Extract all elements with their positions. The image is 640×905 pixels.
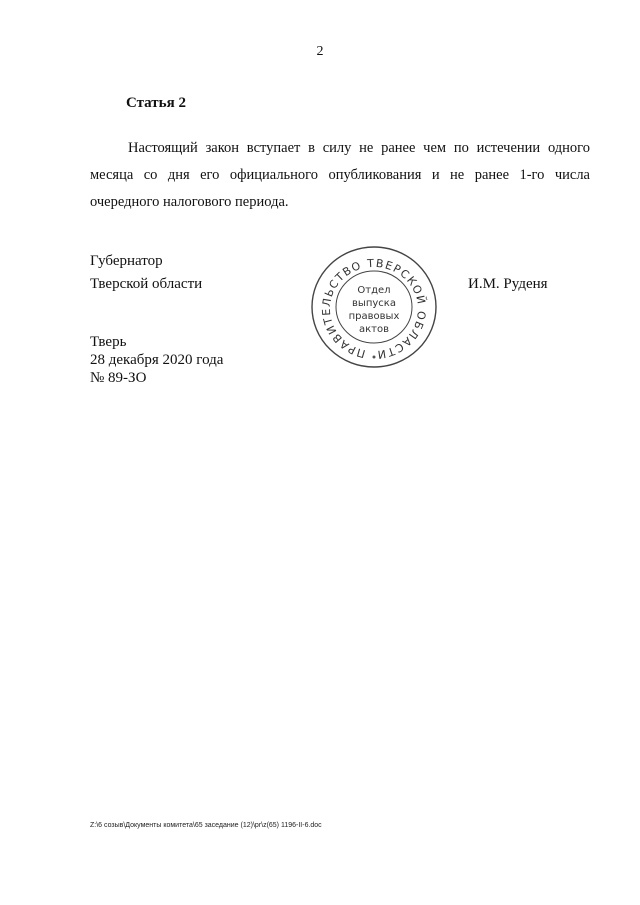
stamp-ring-text: ПРАВИТЕЛЬСТВО ТВЕРСКОЙ ОБЛАСТИ — [319, 256, 429, 362]
article-heading: Статья 2 — [126, 95, 186, 111]
page-number: 2 — [316, 44, 324, 59]
stamp-line-1: Отдел — [357, 285, 391, 296]
footer-file-path: Z:\6 созыв\Документы комитета\65 заседание (12)\pr\z(65) 1196-II-6.doc — [90, 822, 322, 829]
law-date: 28 декабря 2020 года — [90, 352, 224, 368]
signer-name: И.М. Руденя — [468, 276, 548, 292]
governor-title: Губернатор — [90, 253, 163, 269]
official-stamp — [308, 243, 440, 371]
governor-region: Тверской области — [90, 276, 203, 292]
stamp-line-3: правовых — [348, 311, 400, 322]
article-text: Настоящий закон вступает в силу не ранее чем по истечении одного месяца со дня его официального опубликования и не ранее 1-го числа очередного налогового периода. — [90, 140, 590, 210]
stamp-line-4: актов — [358, 324, 390, 335]
stamp-star-mark — [373, 356, 376, 359]
city: Тверь — [90, 334, 127, 350]
stamp-line-2: выпуска — [352, 298, 396, 309]
law-number: № 89-ЗО — [90, 370, 147, 386]
